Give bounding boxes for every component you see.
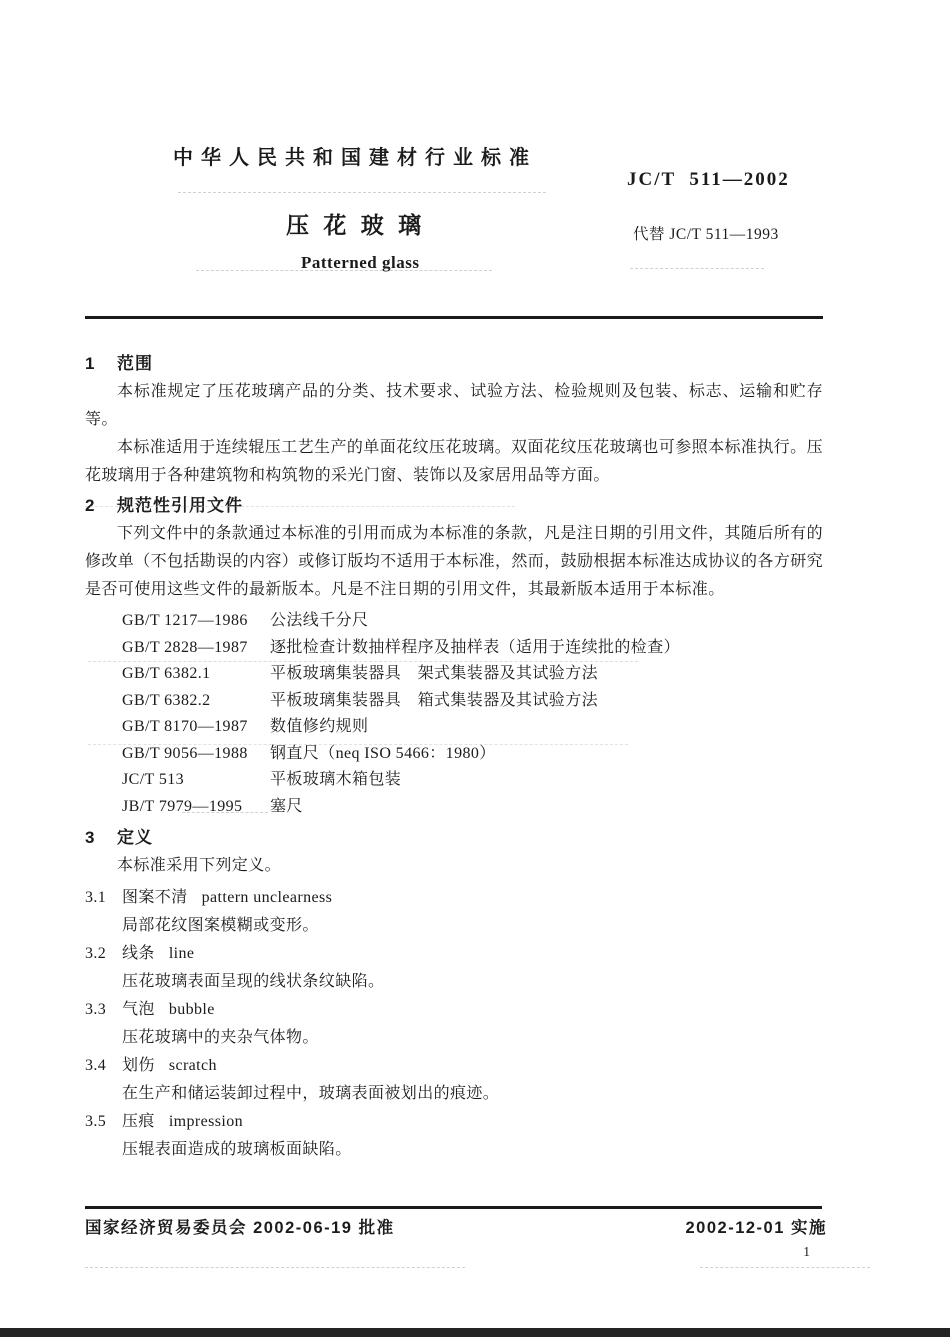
normative-intro-paragraph: 下列文件中的条款通过本标准的引用而成为本标准的条款，凡是注日期的引用文件，其随后所有的修改单（不包括勘误的内容）或修订版均不适用于本标准，然而，鼓励根据本标准达成协议的各方研究是否可使用这些文件的最新版本。凡是不注日期的引用文件，其最新版本适用于本标准。 xyxy=(85,525,824,598)
definition-item xyxy=(85,940,823,996)
scope-paragraph-2: 本标准适用于连续辊压工艺生产的单面花纹压花玻璃。双面花纹压花玻璃也可参照本标准执行。压花玻璃用于各种建筑物和构筑物的采光门窗、装饰以及家居用品等方面。 xyxy=(85,439,823,484)
reference-item xyxy=(85,794,823,821)
reference-title: 平板玻璃木箱包装 xyxy=(270,771,402,788)
section-3-number: 3 xyxy=(85,828,96,847)
section-1-heading xyxy=(85,350,823,378)
reference-code: GB/T 9056—1988 xyxy=(122,744,248,762)
header-divider xyxy=(85,316,823,319)
definition-term-en: bubble xyxy=(168,1001,215,1018)
reference-title: 平板玻璃集装器具 架式集装器及其试验方法 xyxy=(270,665,599,682)
scope-paragraph-1: 本标准规定了压花玻璃产品的分类、技术要求、试验方法、检验规则及包装、标志、运输和贮存等。 xyxy=(85,383,823,428)
reference-item xyxy=(85,688,823,715)
definition-text: 压辊表面造成的玻璃板面缺陷。 xyxy=(122,1141,352,1158)
scan-artifact-line xyxy=(88,744,628,745)
scan-artifact-line xyxy=(85,506,515,507)
reference-code: JB/T 7979—1995 xyxy=(122,797,243,815)
reference-item xyxy=(85,767,823,794)
approval-statement: 国家经济贸易委员会 2002-06-19 批准 xyxy=(85,1219,395,1237)
definition-term-row xyxy=(85,1052,823,1080)
standard-code: JC/T 511—2002 xyxy=(627,169,790,190)
scan-artifact-line xyxy=(700,1267,870,1268)
definition-term-row xyxy=(85,1108,823,1136)
definition-term-cn: 划伤 xyxy=(122,1057,155,1074)
definition-text: 压花玻璃表面呈现的线状条纹缺陷。 xyxy=(122,973,385,990)
section-1-number: 1 xyxy=(85,354,96,373)
definition-number: 3.5 xyxy=(85,1113,107,1130)
section-3-heading xyxy=(85,824,823,852)
scan-artifact-line xyxy=(630,268,764,269)
reference-title: 塞尺 xyxy=(270,797,303,815)
reference-item xyxy=(85,714,823,741)
definition-text: 压花玻璃中的夹杂气体物。 xyxy=(122,1029,319,1046)
scan-artifact-line xyxy=(85,1267,465,1268)
definition-item xyxy=(85,1108,823,1164)
reference-title: 平板玻璃集装器具 箱式集装器及其试验方法 xyxy=(270,691,599,709)
scan-artifact-line xyxy=(182,812,268,813)
scan-artifact-line xyxy=(178,192,546,193)
scan-artifact-line xyxy=(88,661,638,662)
footer-divider xyxy=(85,1206,822,1209)
implementation-date: 2002-12-01 实施 xyxy=(685,1219,827,1237)
definition-item xyxy=(85,884,823,940)
definition-term-en: scratch xyxy=(168,1057,217,1074)
document-title-en: Patterned glass xyxy=(301,253,420,272)
definition-term-en: line xyxy=(168,945,195,962)
reference-item xyxy=(85,635,823,662)
definitions-intro: 本标准采用下列定义。 xyxy=(117,857,282,874)
scan-edge-bar xyxy=(0,1328,950,1337)
section-3-title: 定义 xyxy=(117,828,153,847)
reference-title: 公法线千分尺 xyxy=(270,612,369,629)
section-2-title: 规范性引用文件 xyxy=(117,496,243,515)
reference-code: GB/T 8170—1987 xyxy=(122,718,248,735)
reference-code: GB/T 6382.1 xyxy=(122,665,211,682)
definition-term-cn: 压痕 xyxy=(122,1113,155,1130)
definition-text: 局部花纹图案模糊或变形。 xyxy=(122,917,319,934)
definition-item xyxy=(85,996,823,1052)
replaces-note: 代替 JC/T 511—1993 xyxy=(633,226,779,243)
definition-term-cn: 图案不清 xyxy=(122,889,188,906)
definition-number: 3.4 xyxy=(85,1057,107,1074)
reference-code: GB/T 6382.2 xyxy=(122,691,211,709)
definition-term-row xyxy=(85,996,823,1024)
normative-references-list xyxy=(85,608,823,820)
reference-code: GB/T 2828—1987 xyxy=(122,638,248,656)
page-number: 1 xyxy=(803,1244,810,1259)
definition-term-row xyxy=(85,940,823,968)
reference-title: 钢直尺（neq ISO 5466：1980） xyxy=(270,744,496,762)
reference-code: JC/T 513 xyxy=(122,771,185,788)
definition-term-en: impression xyxy=(168,1113,244,1130)
reference-title: 逐批检查计数抽样程序及抽样表（适用于连续批的检查） xyxy=(270,638,681,656)
definition-item xyxy=(85,1052,823,1108)
definition-term-cn: 气泡 xyxy=(122,1001,155,1018)
definitions-list xyxy=(85,884,823,1164)
section-1-title: 范围 xyxy=(117,354,153,373)
document-body xyxy=(85,350,823,1164)
scan-artifact-line xyxy=(196,270,492,271)
reference-code: GB/T 1217—1986 xyxy=(122,612,248,629)
section-2-number: 2 xyxy=(85,496,96,515)
definition-term-cn: 线条 xyxy=(122,945,155,962)
reference-item xyxy=(85,608,823,635)
reference-item xyxy=(85,661,823,688)
document-title-cn: 压 花 玻 璃 xyxy=(286,212,426,238)
definition-term-en: pattern unclearness xyxy=(201,889,333,906)
standard-type-title: 中华人民共和国建材行业标准 xyxy=(173,147,537,169)
definition-text: 在生产和储运装卸过程中，玻璃表面被划出的痕迹。 xyxy=(122,1085,500,1102)
definition-number: 3.2 xyxy=(85,945,107,962)
definition-term-row xyxy=(85,884,823,912)
definition-number: 3.3 xyxy=(85,1001,107,1018)
reference-title: 数值修约规则 xyxy=(270,718,369,735)
definition-number: 3.1 xyxy=(85,889,107,906)
